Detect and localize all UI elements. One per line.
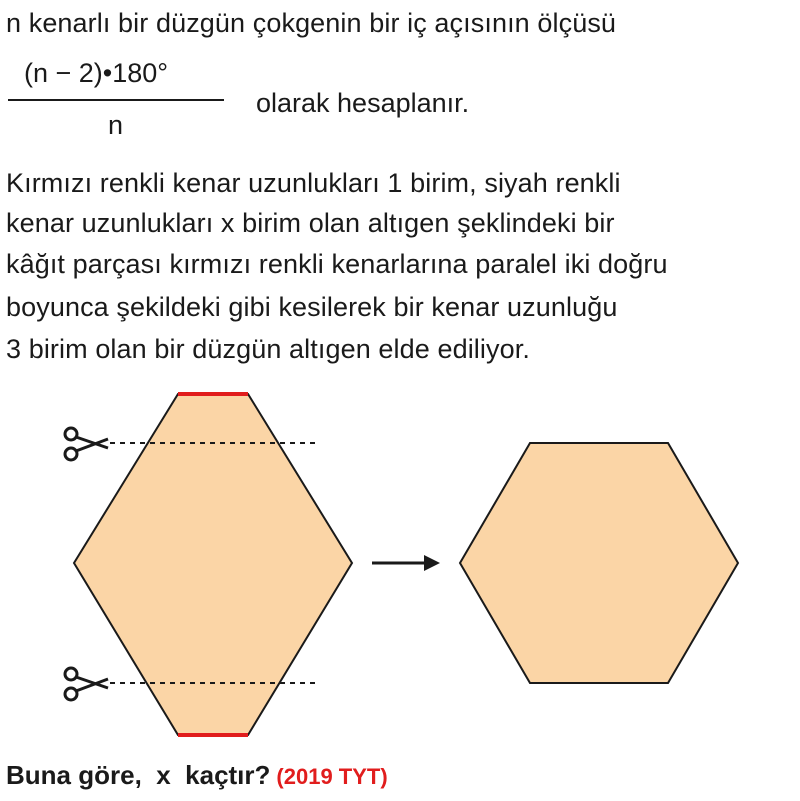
scissors-icon [65, 668, 108, 700]
scissors-icon [65, 428, 108, 460]
hexagon-figure [0, 380, 800, 750]
question-text: Buna göre, x kaçtır? [6, 760, 271, 790]
formula-suffix: olarak hesaplanır. [256, 88, 470, 118]
problem-line-2: kenar uzunlukları x birim olan altıgen şeklindeki bir [6, 208, 615, 238]
fraction-bar [8, 99, 224, 101]
formula-numerator: (n − 2)•180° [24, 58, 169, 88]
formula-denominator: n [108, 110, 124, 140]
problem-line-1: Kırmızı renkli kenar uzunlukları 1 birim, siyah renkli [6, 168, 621, 198]
question-source: (2019 TYT) [276, 764, 388, 789]
problem-line-3: kâğıt parçası kırmızı renkli kenarlarına paralel iki doğru [6, 249, 668, 279]
arrow-right-icon [372, 555, 440, 571]
formula-fraction [8, 58, 224, 150]
intro-line: n kenarlı bir düzgün çokgenin bir iç açısının ölçüsü [6, 8, 617, 38]
question-line [6, 760, 388, 791]
problem-line-4: boyunca şekildeki gibi kesilerek bir kenar uzunluğu [6, 292, 618, 322]
regular-hexagon [460, 443, 738, 683]
problem-line-5: 3 birim olan bir düzgün altıgen elde ediliyor. [6, 334, 530, 364]
